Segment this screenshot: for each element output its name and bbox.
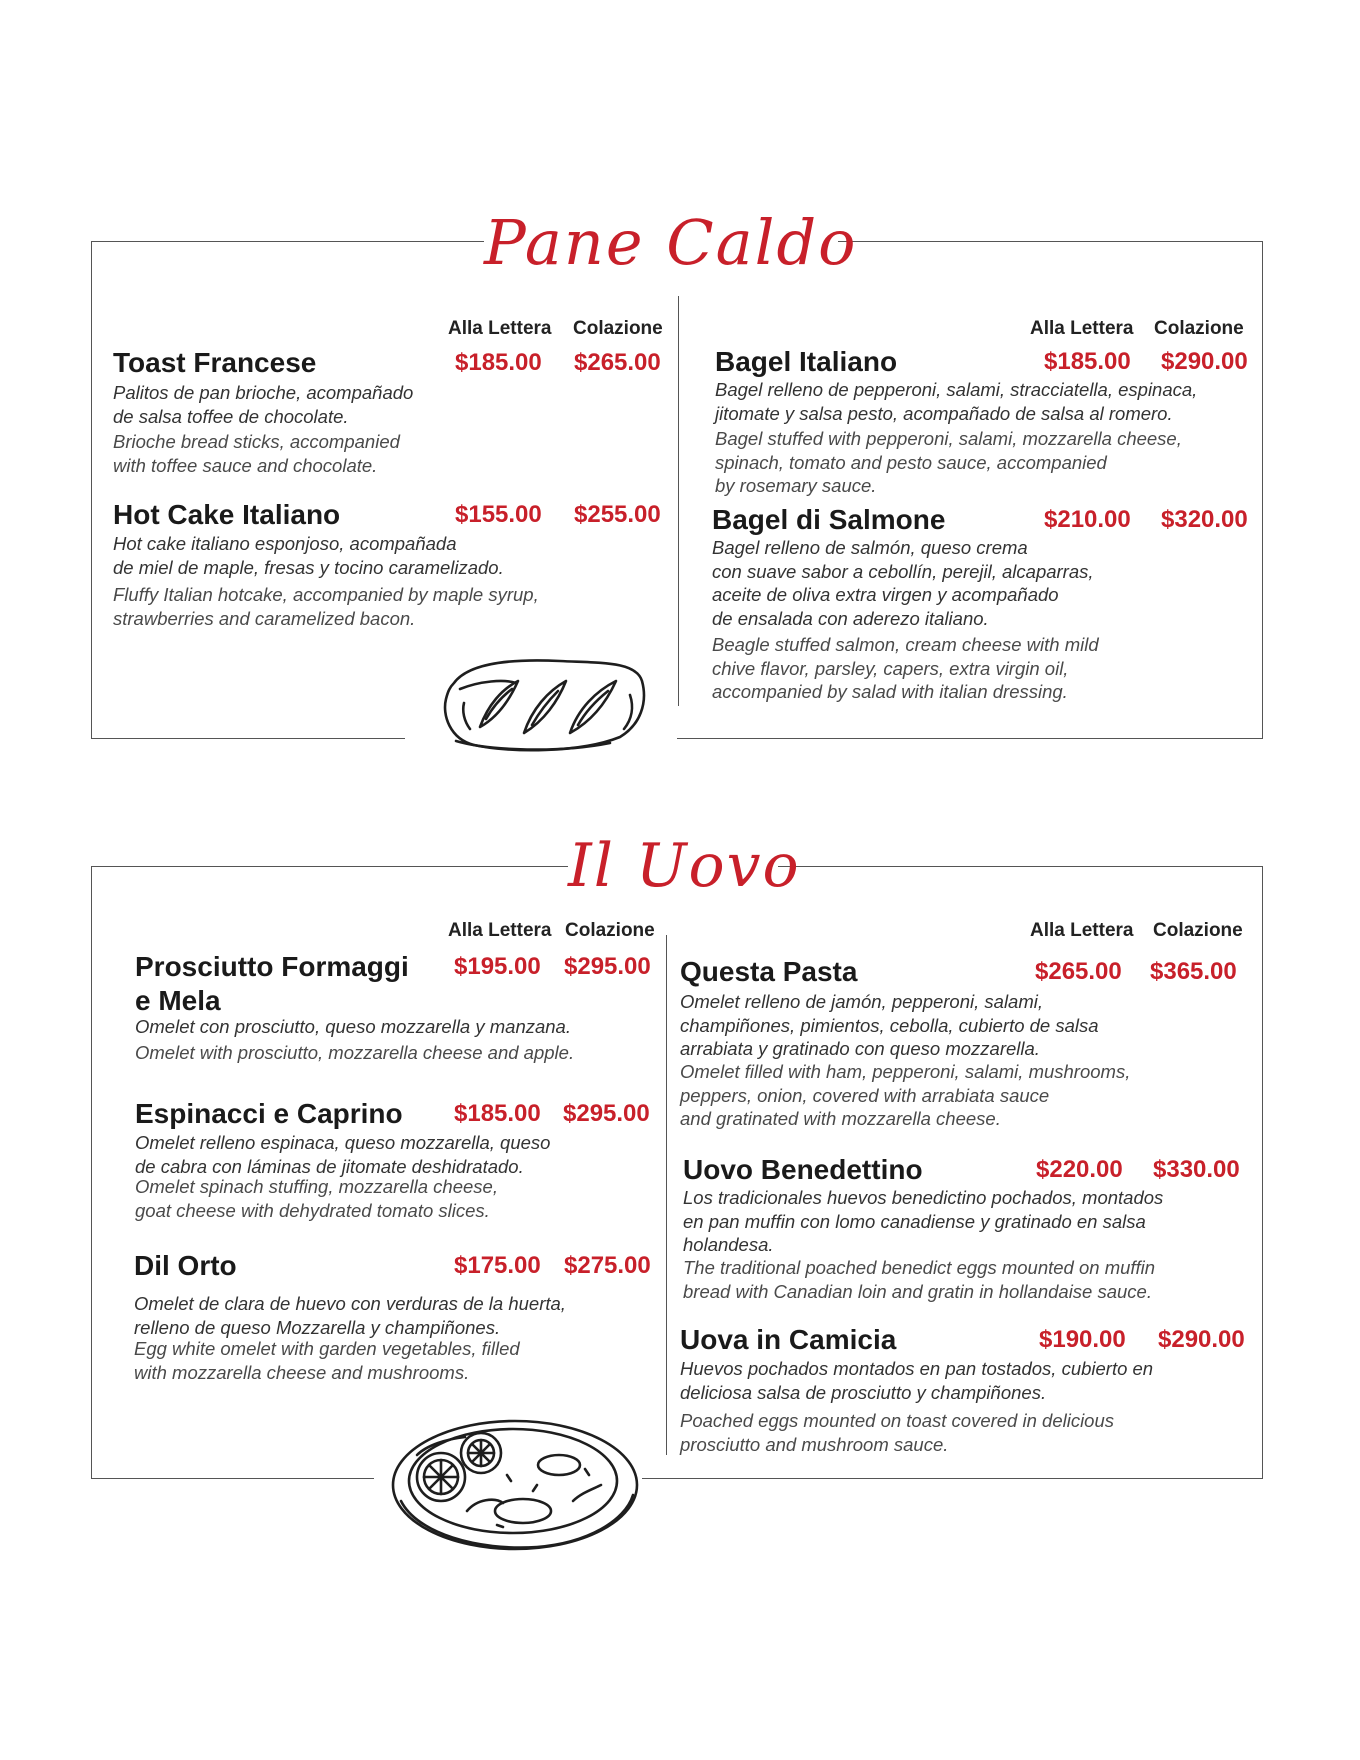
section-title-pane-caldo: Pane Caldo [484, 200, 838, 286]
menu-item [135, 950, 665, 1075]
menu-item [113, 498, 673, 633]
menu-item [715, 345, 1255, 495]
price-alla-lettera: $220.00 [1036, 1156, 1123, 1183]
item-name: Questa Pasta [680, 956, 858, 987]
column-header-colazione: Colazione [565, 920, 655, 941]
item-description-es: Hot cake italiano esponjoso, acompañada de miel de maple, fresas y tocino caramelizado. [113, 533, 504, 578]
item-name: Dil Orto [134, 1250, 237, 1281]
price-alla-lettera: $155.00 [455, 501, 542, 528]
price-alla-lettera: $195.00 [454, 953, 541, 980]
menu-item [712, 503, 1257, 708]
item-description-en: Omelet with prosciutto, mozzarella cheese and apple. [135, 1042, 575, 1063]
menu-item [135, 1097, 665, 1222]
price-colazione: $290.00 [1161, 348, 1248, 375]
item-description-en: Omelet spinach stuffing, mozzarella cheese, goat cheese with dehydrated tomato slices. [135, 1176, 498, 1221]
menu-item [680, 1323, 1260, 1458]
item-description-es: Huevos pochados montados en pan tostados, cubierto en deliciosa salsa de prosciutto y champiñones. [680, 1358, 1154, 1403]
price-alla-lettera: $185.00 [454, 1100, 541, 1127]
column-header-alla-lettera: Alla Lettera [448, 318, 552, 339]
item-description-en: Bagel stuffed with pepperoni, salami, mozzarella cheese, spinach, tomato and pesto sauce, accompanied by rosemary sauce. [715, 428, 1182, 496]
item-description-en: Brioche bread sticks, accompanied with toffee sauce and chocolate. [113, 431, 400, 476]
item-description-es: Palitos de pan brioche, acompañado de salsa toffee de chocolate. [113, 382, 414, 427]
price-alla-lettera: $185.00 [1044, 348, 1131, 375]
item-name: Espinacci e Caprino [135, 1098, 403, 1129]
item-description-es: Omelet de clara de huevo con verduras de la huerta, relleno de queso Mozzarella y champiñones. [134, 1293, 566, 1338]
item-description-es: Bagel relleno de salmón, queso crema con suave sabor a cebollín, perejil, alcaparras, aceite de oliva extra virgen y acompañado de ensalada con aderezo italiano. [712, 537, 1094, 629]
column-header-alla-lettera: Alla Lettera [1030, 920, 1134, 941]
item-name: Uovo Benedettino [683, 1154, 923, 1185]
item-description-es: Bagel relleno de pepperoni, salami, stracciatella, espinaca, jitomate y salsa pesto, acompañado de salsa al romero. [715, 379, 1198, 424]
item-description-es: Omelet relleno de jamón, pepperoni, salami, champiñones, pimientos, cebolla, cubierto de salsa arrabiata y gratinado con queso mozzarella. [680, 991, 1099, 1059]
item-description-en: Poached eggs mounted on toast covered in delicious prosciutto and mushroom sauce. [680, 1410, 1115, 1455]
item-description-en: Omelet filled with ham, pepperoni, salami, mushrooms, peppers, onion, covered with arrabiata sauce and gratinated with mozzarella cheese. [680, 1061, 1131, 1129]
price-alla-lettera: $175.00 [454, 1252, 541, 1279]
bread-loaf-icon [440, 655, 648, 755]
item-description-es: Omelet relleno espinaca, queso mozzarella, queso de cabra con láminas de jitomate deshidratado. [135, 1132, 551, 1177]
menu-item [134, 1249, 664, 1384]
price-alla-lettera: $265.00 [1035, 958, 1122, 985]
item-name: Uova in Camicia [680, 1324, 897, 1355]
column-header-alla-lettera: Alla Lettera [1030, 318, 1134, 339]
column-header-alla-lettera: Alla Lettera [448, 920, 552, 941]
column-header-colazione: Colazione [1153, 920, 1243, 941]
item-name: Bagel Italiano [715, 346, 898, 377]
price-alla-lettera: $190.00 [1039, 1326, 1126, 1353]
price-colazione: $295.00 [564, 953, 651, 980]
price-colazione: $365.00 [1150, 958, 1237, 985]
price-colazione: $330.00 [1153, 1156, 1240, 1183]
price-alla-lettera: $185.00 [455, 349, 542, 376]
price-alla-lettera: $210.00 [1044, 506, 1131, 533]
item-name: Bagel di Salmone [712, 504, 946, 535]
item-description-en: Egg white omelet with garden vegetables, filled with mozzarella cheese and mushrooms. [134, 1338, 520, 1383]
column-divider [678, 296, 679, 706]
menu-item [680, 955, 1255, 1145]
price-colazione: $275.00 [564, 1252, 651, 1279]
section-title-il-uovo: Il Uovo [568, 822, 778, 910]
price-colazione: $320.00 [1161, 506, 1248, 533]
item-description-es: Los tradicionales huevos benedictino pochados, montados en pan muffin con lomo canadiense y gratinado en salsa holandesa. [683, 1187, 1164, 1255]
item-description-en: Fluffy Italian hotcake, accompanied by maple syrup, strawberries and caramelized bacon. [113, 584, 539, 629]
column-header-colazione: Colazione [573, 318, 663, 339]
item-description-en: Beagle stuffed salmon, cream cheese with mild chive flavor, parsley, capers, extra virgin oil, accompanied by salad with italian dressing. [712, 634, 1099, 702]
column-header-colazione: Colazione [1154, 318, 1244, 339]
item-description-es: Omelet con prosciutto, queso mozzarella y manzana. [135, 1016, 571, 1037]
item-name: Toast Francese [113, 347, 317, 378]
menu-item [683, 1153, 1258, 1318]
price-colazione: $265.00 [574, 349, 661, 376]
item-name: Hot Cake Italiano [113, 499, 341, 530]
item-description-en: The traditional poached benedict eggs mounted on muffin bread with Canadian loin and gratin in hollandaise sauce. [683, 1257, 1156, 1302]
price-colazione: $290.00 [1158, 1326, 1245, 1353]
price-colazione: $255.00 [574, 501, 661, 528]
item-name: Prosciutto Formaggi e Mela [135, 951, 409, 1016]
egg-plate-icon [387, 1415, 642, 1555]
price-colazione: $295.00 [563, 1100, 650, 1127]
column-divider [666, 935, 667, 1455]
menu-item [113, 346, 673, 481]
